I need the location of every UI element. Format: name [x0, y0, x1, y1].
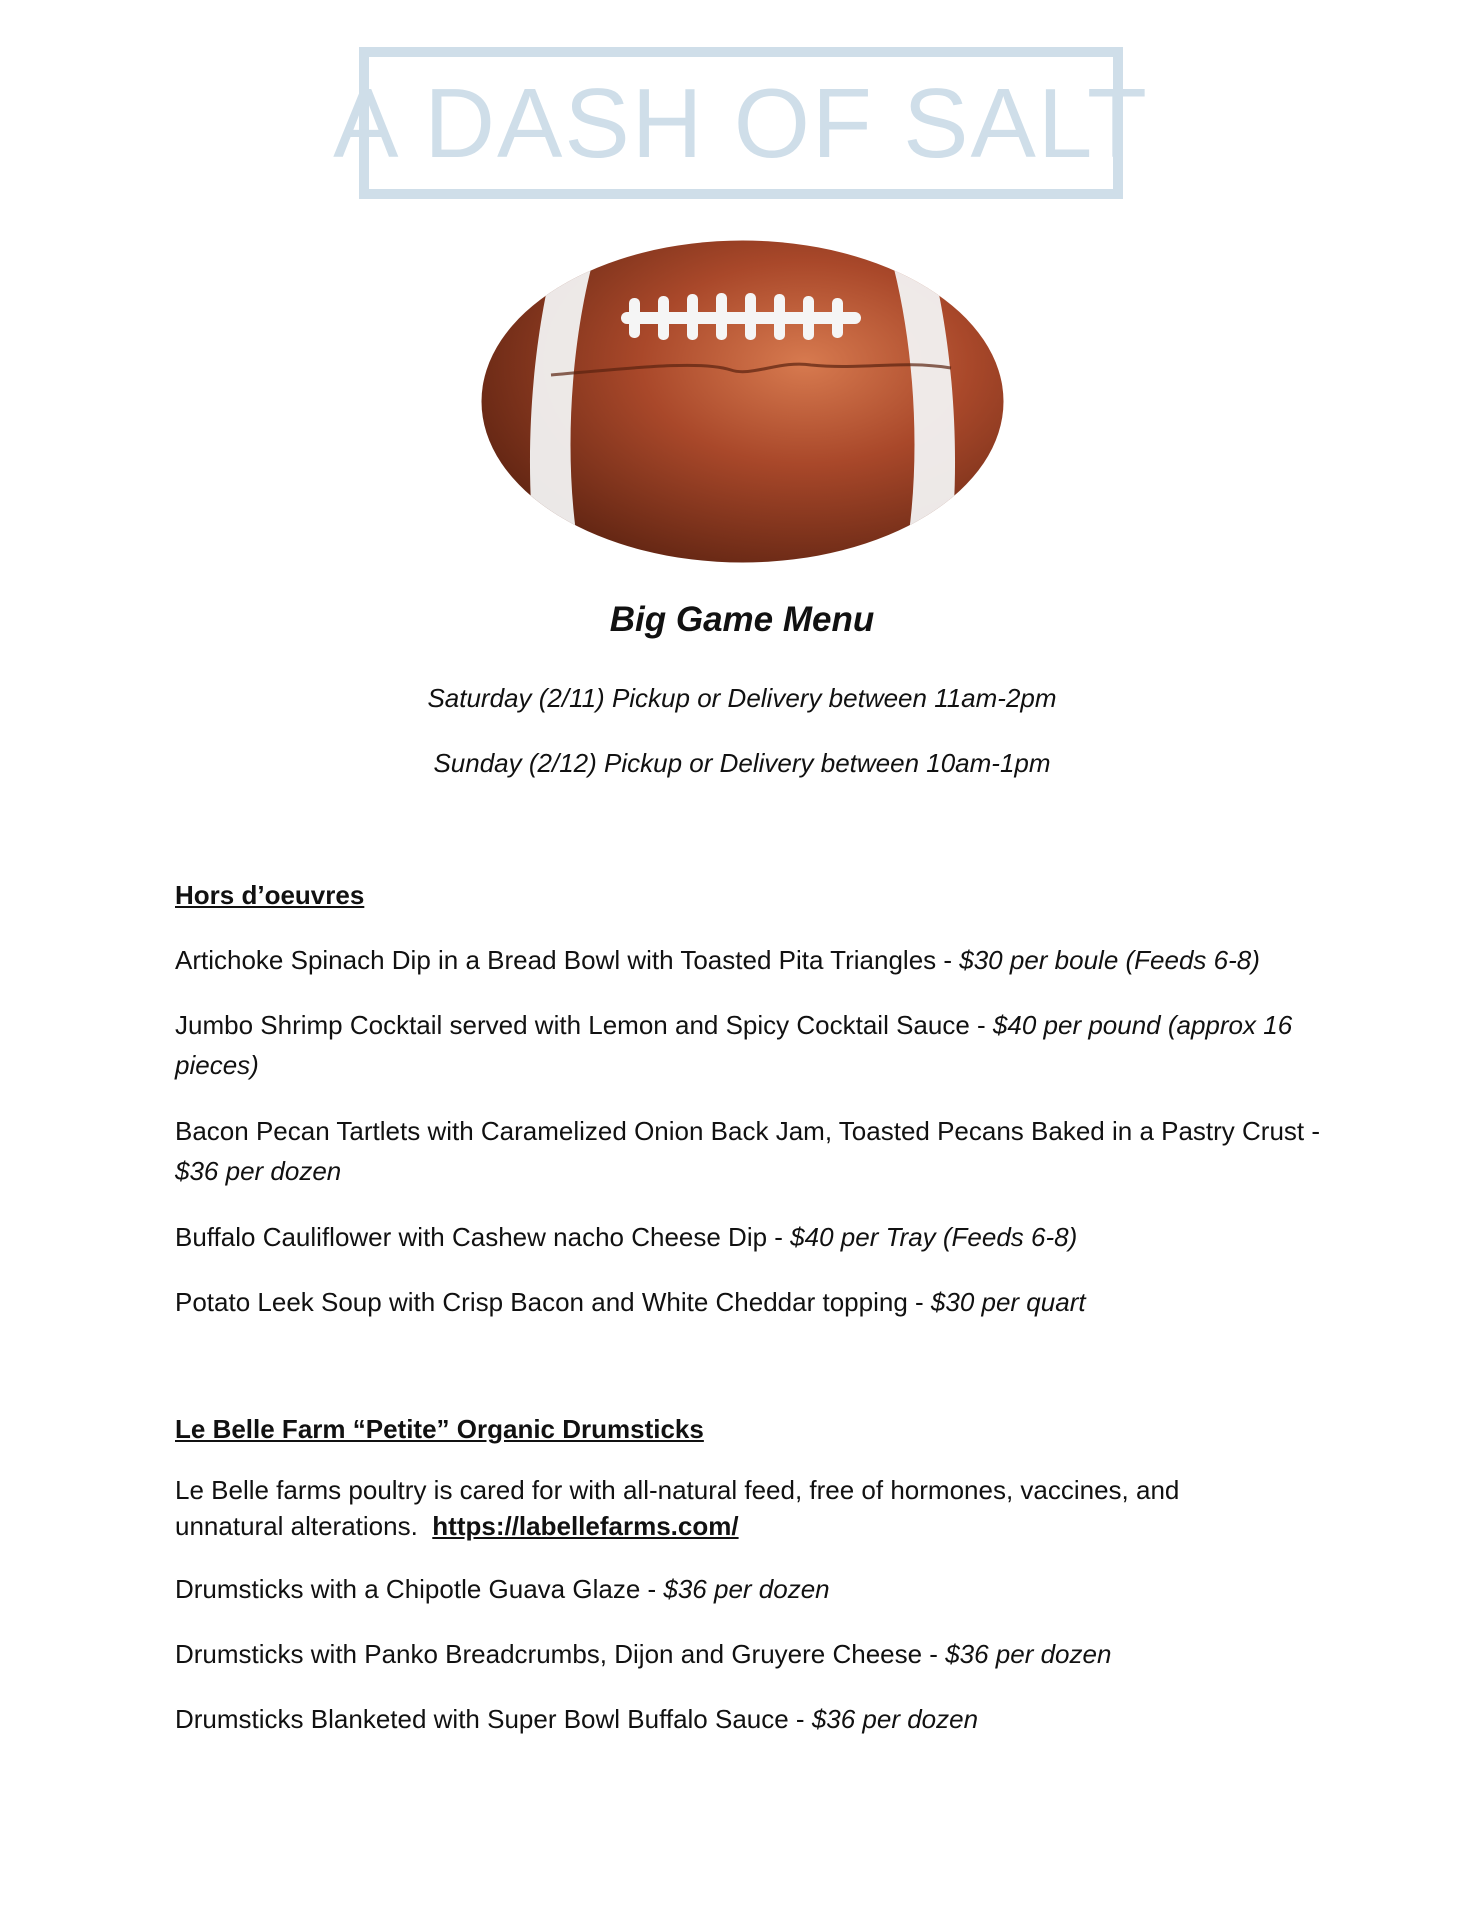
item-price: $36 per dozen	[175, 1156, 342, 1186]
menu-item	[175, 1282, 1325, 1322]
menu-item	[175, 1111, 1325, 1191]
menu-item	[175, 1005, 1325, 1085]
drumsticks-heading: Le Belle Farm “Petite” Organic Drumsticks	[175, 1414, 704, 1444]
menu-item	[175, 1634, 1325, 1674]
item-name: Buffalo Cauliflower with Cashew nacho Cheese Dip -	[175, 1222, 791, 1252]
item-name: Bacon Pecan Tartlets with Caramelized Onion Back Jam, Toasted Pecans Baked in a Pastry Crust -	[175, 1116, 1321, 1146]
farm-link[interactable]: https://labellefarms.com/	[432, 1511, 739, 1541]
football-icon	[481, 240, 1004, 563]
item-price: $36 per dozen	[945, 1639, 1112, 1669]
menu-item	[175, 1699, 1325, 1739]
item-name: Potato Leek Soup with Crisp Bacon and White Cheddar topping -	[175, 1287, 931, 1317]
item-name: Artichoke Spinach Dip in a Bread Bowl with Toasted Pita Triangles -	[175, 945, 960, 975]
farm-description	[175, 1472, 1255, 1544]
saturday-pickup: Saturday (2/11) Pickup or Delivery between 11am-2pm	[427, 683, 1057, 713]
item-name: Jumbo Shrimp Cocktail served with Lemon and Spicy Cocktail Sauce -	[175, 1010, 993, 1040]
logo-text: A DASH OF SALT	[333, 68, 1149, 178]
page-title: Big Game Menu	[609, 600, 875, 639]
description-text: Le Belle farms poultry is cared for with all-natural feed, free of hormones, vaccines, and unnatural alterations.	[175, 1475, 1180, 1541]
item-name: Drumsticks Blanketed with Super Bowl Buffalo Sauce -	[175, 1704, 812, 1734]
item-price: $30 per boule (Feeds 6-8)	[959, 945, 1260, 975]
item-price: $40 per pound (approx 16 pieces)	[175, 1010, 1293, 1080]
logo	[333, 47, 1149, 199]
item-name: Drumsticks with a Chipotle Guava Glaze -	[175, 1574, 664, 1604]
item-name: Drumsticks with Panko Breadcrumbs, Dijon and Gruyere Cheese -	[175, 1639, 946, 1669]
sunday-pickup: Sunday (2/12) Pickup or Delivery between 10am-1pm	[433, 748, 1051, 778]
hors-doeuvres-heading: Hors d’oeuvres	[175, 880, 365, 910]
item-price: $36 per dozen	[811, 1704, 979, 1734]
item-price: $40 per Tray (Feeds 6-8)	[790, 1222, 1078, 1252]
menu-item	[175, 1569, 1325, 1609]
item-price: $30 per quart	[930, 1287, 1086, 1317]
menu-item	[175, 940, 1325, 980]
menu-item	[175, 1217, 1325, 1257]
item-price: $36 per dozen	[663, 1574, 830, 1604]
